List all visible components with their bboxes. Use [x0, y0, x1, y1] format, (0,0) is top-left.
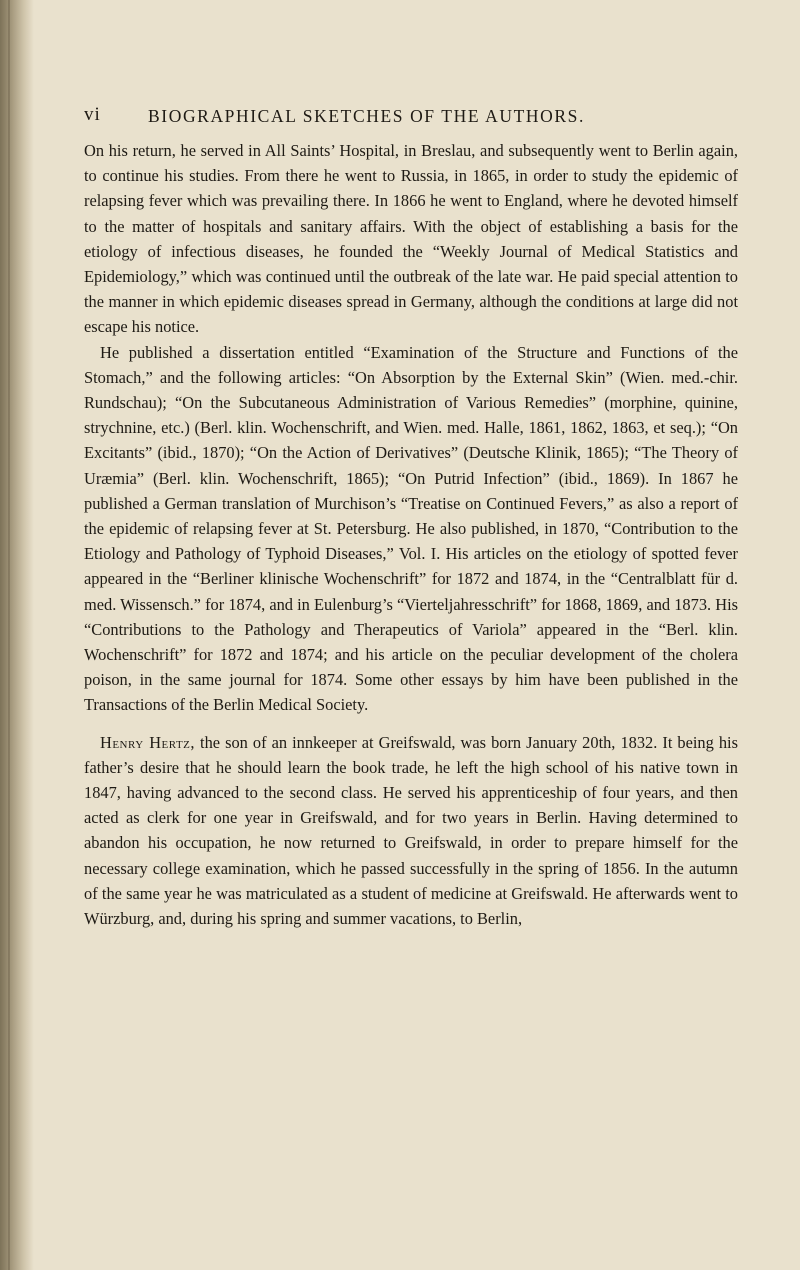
paragraph-henry-hertz — [84, 730, 738, 932]
page-number: vi — [84, 104, 101, 125]
paragraph-return-to-berlin: On his return, he served in All Saints’ Hospital, in Breslau, and subsequently went to Berlin again, to continue his studies. From there he went to Russia, in 1865, in order to study the epidemic of relapsing fever which was prevailing there. In 1866 he went to England, where he devoted himself to the matter of hospitals and sanitary affairs. With the object of establishing a basis for the etiology of infectious diseases, he founded the “Weekly Journal of Medical Statistics and Epidemiology,” which was continued until the outbreak of the late war. He paid special attention to the manner in which epidemic diseases spread in Germany, although the conditions at large did not escape his notice. — [84, 141, 738, 337]
book-binding-edge — [0, 0, 34, 1270]
paragraph-henry-hertz-text: the son of an innkeeper at Greifswald, was born January 20th, 1832. It being his father’s desire that he should learn the book trade, he left the high school of his native town in 1847, having advanced to the second class. He served his apprenticeship of four years, and then acted as clerk for one year in Greifswald, and for two years in Berlin. Having determined to abandon his occupation, he now returned to Greifswald, in order to prepare himself for the necessary college examination, which he passed successfully in the spring of 1856. In the autumn of the same year he was matriculated as a student of medicine at Greifswald. He afterwards went to Würzburg, and, during his spring and summer vacations, to Berlin, — [84, 732, 738, 929]
author-name: Henry Hertz, — [100, 732, 195, 752]
book-page — [84, 98, 738, 931]
paragraph-publications: He published a dissertation entitled “Examination of the Structure and Functions of the Stomach,” and the following articles: “On Absorption by the External Skin” (Wien. med.-chir. Rundschau); “On the Subcutaneous Administration of Various Remedies” (morphine, quinine, strychnine, etc.) (Berl. klin. Wochenschrift, and Wien. med. Halle, 1861, 1862, 1863, et seq.); “On Excitants” (ibid., 1870); “On the Action of Derivatives” (Deutsche Klinik, 1865); “The Theory of Uræmia” (Berl. klin. Wochenschrift, 1865); “On Putrid Infection” (ibid., 1869). In 1867 he published a German translation of Murchison’s “Treatise on Continued Fevers,” as also a report of the epidemic of relapsing fever at St. Petersburg. He also published, in 1870, “Contribution to the Etiology and Pathology of Typhoid Diseases,” Vol. I. His articles on the etiology of spotted fever appeared in the “Berliner klinische Wochenschrift” for 1872 and 1874, in the “Centralblatt für d. med. Wissensch.” for 1874, and in Eulenburg’s “Vierteljahresschrift” for 1868, 1869, and 1873. His “Contributions to the Pathology and Therapeutics of Variola” appeared in the “Berl. klin. Wochenschrift” for 1872 and 1874; and his article on the peculiar development of the cholera poison, in the same journal for 1874. Some other essays by him have been published in the Transactions of the Berlin Medical Society. — [84, 342, 738, 715]
running-head — [84, 98, 738, 138]
running-head-title: BIOGRAPHICAL SKETCHES OF THE AUTHORS. — [148, 106, 585, 126]
